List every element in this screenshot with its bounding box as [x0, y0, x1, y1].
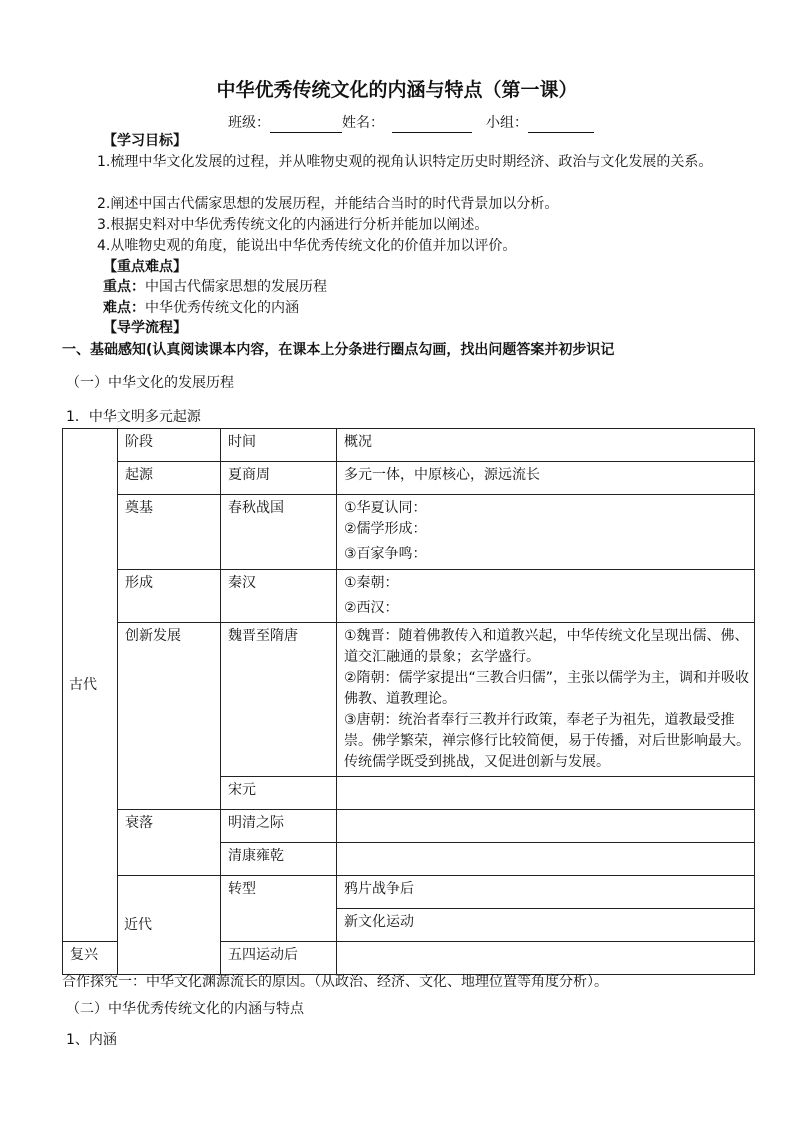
stage-cell: 转型	[221, 876, 337, 942]
table-row	[63, 429, 755, 462]
stage-cell: 复兴	[63, 942, 118, 975]
overview-cell[interactable]	[337, 843, 755, 876]
overview-cell[interactable]	[337, 495, 755, 570]
time-cell: 五四运动后	[221, 942, 337, 975]
time-cell: 魏晋至隋唐	[221, 623, 337, 777]
time-cell: 秦汉	[221, 570, 337, 623]
difficulty-line	[103, 298, 299, 318]
stage-cell: 奠基	[118, 495, 221, 570]
class-blank[interactable]	[270, 116, 342, 133]
overview-line: ①华夏认同：	[344, 500, 427, 516]
table-row	[63, 495, 755, 570]
overview-cell[interactable]	[337, 810, 755, 843]
subsection-connotation: （二）中华优秀传统文化的内涵与特点	[66, 1001, 304, 1017]
overview-cell: 多元一体，中原核心，源远流长	[337, 462, 755, 495]
page-title: 中华优秀传统文化的内涵与特点（第一课）	[216, 79, 578, 101]
objective-3: 3.根据史料对中华优秀传统文化的内涵进行分析并能加以阐述。	[97, 217, 489, 233]
overview-cell[interactable]	[337, 942, 755, 975]
era-modern: 近代	[118, 876, 221, 975]
process-heading: 【导学流程】	[103, 320, 187, 336]
time-cell: 春秋战国	[221, 495, 337, 570]
time-cell: 鸦片战争后	[337, 876, 755, 909]
cooperation-question: 合作探究一：中华文化渊源流长的原因。（从政治、经济、文化、地理位置等角度分析）。	[62, 974, 608, 990]
overview-line: ②隋朝：儒学家提出“三教合归儒”，主张以儒学为主，调和并吸收佛教、道教理论。	[344, 670, 750, 707]
overview-cell	[337, 623, 755, 777]
item-origins: 1．中华文明多元起源	[66, 409, 201, 425]
objective-4: 4.从唯物史观的角度，能说出中华优秀传统文化的价值并加以评价。	[97, 238, 517, 254]
key-points-heading: 【重点难点】	[103, 259, 187, 275]
time-cell: 新文化运动	[337, 909, 755, 942]
difficulty-label: 难点：	[103, 300, 145, 316]
time-cell: 明清之际	[221, 810, 337, 843]
overview-line: ②儒学形成：	[344, 521, 427, 537]
overview-line: ①魏晋：随着佛教传入和道教兴起，中华传统文化呈现出儒、佛、道交汇融通的景象；玄学盛行。	[344, 628, 749, 665]
header-time: 时间	[221, 429, 337, 462]
overview-line: ②西汉：	[344, 600, 399, 616]
stage-cell: 起源	[118, 462, 221, 495]
student-info-line	[228, 113, 594, 133]
name-label: 姓名：	[342, 115, 384, 131]
objective-2: 2.阐述中国古代儒家思想的发展历程，并能结合当时的时代背景加以分析。	[97, 196, 559, 212]
group-label: 小组：	[486, 115, 528, 131]
focus-label: 重点：	[103, 279, 145, 295]
subsection-development: （一）中华文化的发展历程	[66, 375, 234, 391]
objective-1: 1.梳理中华文化发展的过程，并从唯物史观的视角认识特定历史时期经济、政治与文化发展的关系。	[97, 154, 713, 170]
overview-line: ①秦朝：	[344, 575, 399, 591]
time-cell: 宋元	[221, 777, 337, 810]
focus-text: 中国古代儒家思想的发展历程	[145, 279, 327, 295]
table-row	[63, 810, 755, 843]
stage-cell: 形成	[118, 570, 221, 623]
table-row	[63, 570, 755, 623]
name-blank[interactable]	[392, 116, 472, 133]
overview-line: ③唐朝：统治者奉行三教并行政策，奉老子为祖先，道教最受推崇。佛学繁荣，禅宗修行比较简便，易于传播，对后世影响最大。传统儒学既受到挑战，又促进创新与发展。	[344, 712, 750, 770]
table-row	[63, 462, 755, 495]
stage-cell: 衰落	[118, 810, 221, 876]
header-overview: 概况	[337, 429, 755, 462]
item-connotation: 1、内涵	[66, 1032, 117, 1048]
stage-cell: 创新发展	[118, 623, 221, 810]
header-stage: 阶段	[118, 429, 221, 462]
class-label: 班级：	[228, 115, 270, 131]
section-basic-perception: 一、基础感知(认真阅读课本内容，在课本上分条进行圈点勾画，找出问题答案并初步识记	[62, 342, 615, 358]
culture-history-table	[62, 428, 755, 975]
time-cell: 夏商周	[221, 462, 337, 495]
overview-cell[interactable]	[337, 570, 755, 623]
objectives-heading: 【学习目标】	[103, 133, 187, 149]
overview-line: ③百家争鸣：	[344, 546, 427, 562]
era-ancient: 古代	[63, 429, 118, 942]
focus-line	[103, 277, 327, 297]
difficulty-text: 中华优秀传统文化的内涵	[145, 300, 299, 316]
table-row	[63, 876, 755, 909]
overview-cell[interactable]	[337, 777, 755, 810]
time-cell: 清康雍乾	[221, 843, 337, 876]
table-row	[63, 623, 755, 777]
group-blank[interactable]	[528, 116, 594, 133]
